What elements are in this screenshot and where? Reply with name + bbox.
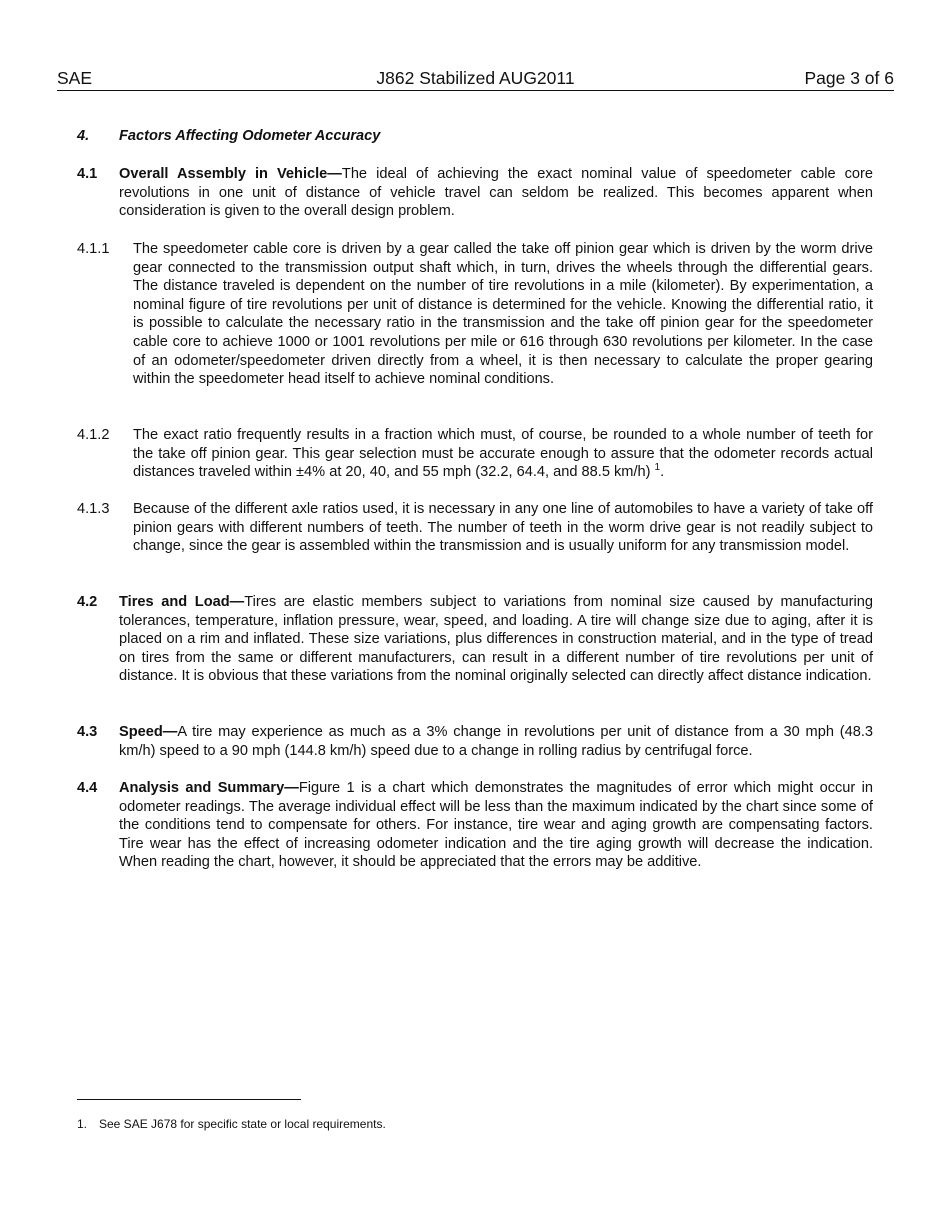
paragraph-title: Tires and Load— xyxy=(119,594,245,610)
paragraph-text: A tire may experience as much as a 3% change in revolutions per unit of distance from a 30 mph (48.3 km/h) speed to a 90 mph (144.8 km/h) speed due to a change in rolling radius by centrifugal force. xyxy=(119,724,873,759)
paragraph-number: 4.3 xyxy=(77,724,98,740)
paragraph-body xyxy=(77,593,873,686)
paragraph-number: 4.1.1 xyxy=(77,241,110,257)
paragraph-4-1-2 xyxy=(77,426,873,482)
paragraph-number: 4.4 xyxy=(77,780,98,796)
paragraph-4-4 xyxy=(77,779,873,872)
paragraph-body xyxy=(77,779,873,872)
footnote xyxy=(77,1117,386,1131)
paragraph-number: 4.1 xyxy=(77,166,98,182)
paragraph-4-1-3 xyxy=(77,500,873,556)
paragraph-number: 4.1.2 xyxy=(77,427,110,443)
paragraph-body xyxy=(77,165,873,221)
footnote-divider xyxy=(77,1099,301,1100)
paragraph-text: Figure 1 is a chart which demonstrates the magnitudes of error which might occur in odometer readings. The average individual effect will be less than the maximum indicated by the chart since some of the conditions tend to compensate for others. For instance, tire wear and aging growth are compensating factors. Tire wear has the effect of increasing odometer indication and the tire aging growth will decrease the indication. When reading the chart, however, it should be appreciated that the errors may be additive. xyxy=(119,780,873,871)
paragraph-text: Tires are elastic members subject to variations from nominal size caused by manufacturing tolerances, temperature, inflation pressure, wear, speed, and loading. A tire will change size due to aging, after it is placed on a rim and inflated. These size variations, plus differences in construction material, and in the type of tread on tires from the same or different manufacturers, can result in a different number of tire revolutions per unit of distance. It is obvious that these variations from the nominal originally selected can directly affect distance indication. xyxy=(119,594,873,685)
paragraph-4-1-1 xyxy=(77,240,873,389)
paragraph-text: The ideal of achieving the exact nominal value of speedometer cable core revolutions in one unit of distance of vehicle travel can seldom be realized. This becomes apparent when consideration is given to the overall design problem. xyxy=(119,166,873,220)
page-header xyxy=(57,68,894,91)
paragraph-title: Speed— xyxy=(119,724,178,740)
paragraph-body xyxy=(77,426,873,482)
paragraph-body xyxy=(77,723,873,760)
section-number: 4. xyxy=(77,128,90,144)
footnote-reference: 1 xyxy=(654,462,661,474)
paragraph-text: The exact ratio frequently results in a fraction which must, of course, be rounded to a whole number of teeth for the take off pinion gear. This gear selection must be accurate enough to assure that the odometer records actual distances traveled within ±4% at 20, 40, and 55 mph (32.2, 64.4, and 88.5 km/h) xyxy=(133,427,873,481)
footnote-text: See SAE J678 for specific state or local requirements. xyxy=(99,1117,386,1131)
paragraph-text: The speedometer cable core is driven by a gear called the take off pinion gear which is driven by the worm drive gear connected to the transmission output shaft which, in turn, drives the wheels through the differential gears. The distance traveled is dependent on the number of tire revolutions in a mile (kilometer). By experimentation, a nominal figure of tire revolutions per unit of distance is determined for the vehicle. Knowing the differential ratio, it is possible to calculate the necessary ratio in the transmission and the take off pinion gear for the speedometer cable core to achieve 1000 or 1001 revolutions per mile or 616 through 630 revolutions per kilometer. In the case of an odometer/speedometer driven directly from a wheel, it is then necessary to calculate the proper gearing within the speedometer head itself to achieve nominal conditions. xyxy=(133,241,873,388)
section-heading xyxy=(77,128,380,144)
section-title: Factors Affecting Odometer Accuracy xyxy=(119,128,381,144)
footnote-number: 1. xyxy=(77,1117,88,1131)
paragraph-title: Analysis and Summary— xyxy=(119,780,299,796)
header-org: SAE xyxy=(57,68,93,88)
paragraph-number: 4.1.3 xyxy=(77,501,110,517)
paragraph-title: Overall Assembly in Vehicle— xyxy=(119,166,342,182)
paragraph-number: 4.2 xyxy=(77,594,98,610)
paragraph-4-2 xyxy=(77,593,873,686)
paragraph-end: . xyxy=(660,464,665,481)
header-page-number: Page 3 of 6 xyxy=(804,68,894,88)
paragraph-4-3 xyxy=(77,723,873,760)
header-document-id: J862 Stabilized AUG2011 xyxy=(376,68,575,88)
paragraph-text: Because of the different axle ratios used, it is necessary in any one line of automobiles to have a variety of take off pinion gears with different numbers of teeth. The number of teeth in the worm drive gear is not readily subject to change, since the gear is assembled within the transmission and is usually uniform for any transmission model. xyxy=(133,501,873,555)
paragraph-4-1 xyxy=(77,165,873,221)
